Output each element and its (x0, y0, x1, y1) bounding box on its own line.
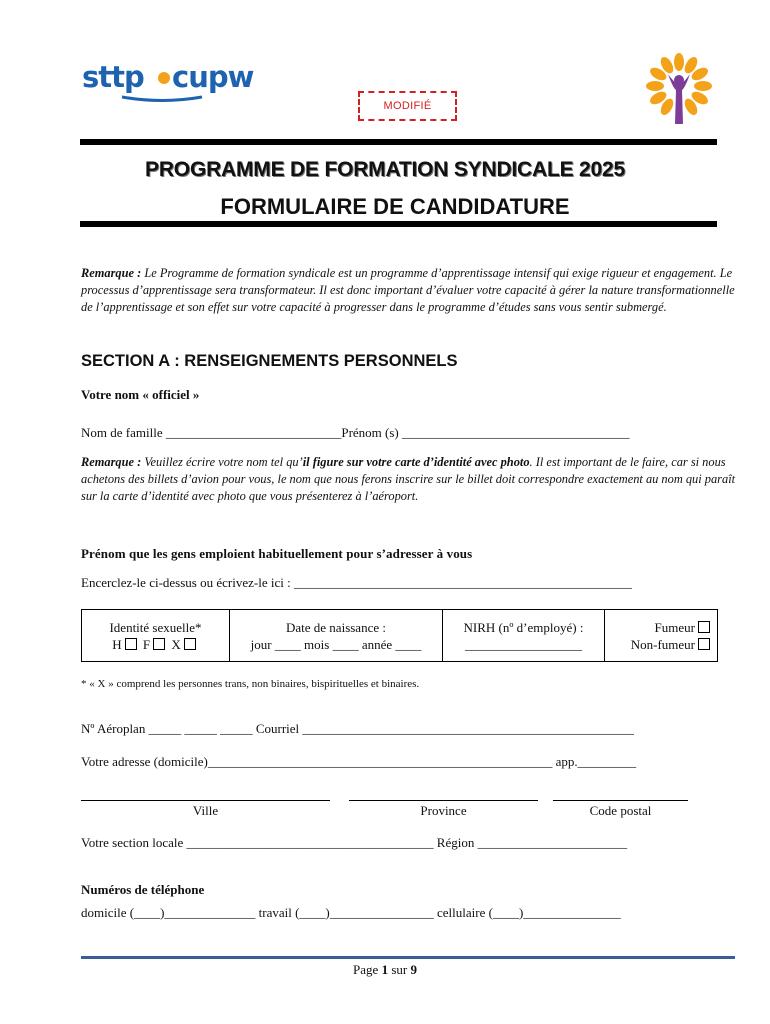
birthdate-cell (230, 610, 443, 661)
form-subtitle: FORMULAIRE DE CANDIDATURE (220, 194, 570, 219)
phone-numbers-heading: Numéros de téléphone (81, 882, 205, 897)
sttp-cupw-logo (82, 60, 267, 102)
smoker-option (605, 619, 713, 636)
name-fields[interactable]: Nom de famille ___________________________Prénom (s) ___________________________________ (81, 425, 630, 440)
home-address-field[interactable]: Votre adresse (domicile)_____________________________________________________ app._________ (81, 754, 637, 769)
phone-number-fields[interactable]: domicile (____)______________ travail (____)________________ cellulaire (____)_______________ (81, 905, 621, 920)
intro-note-label: Remarque : (81, 266, 142, 280)
page-total: 9 (410, 962, 417, 977)
section-a-heading: SECTION A : RENSEIGNEMENTS PERSONNELS (81, 352, 458, 370)
name-note-text-2: . Il est important de le faire, car si nous achetons des billets d’avion pour vous, le nom que nous ferons inscrire sur le billet doit correspondre exactement au nom qui paraît sur la carte d’identité avec photo que vous présenterez à l’aéroport. (81, 455, 736, 504)
city-line[interactable] (81, 800, 330, 801)
smoker-checkbox[interactable] (698, 621, 710, 633)
name-note-label: Remarque : (81, 455, 142, 469)
non-smoker-option (605, 636, 713, 653)
birthdate-label: Date de naissance : (286, 620, 386, 635)
page-title-text: PROGRAMME DE FORMATION SYNDICALE 2025 (145, 158, 625, 181)
title-divider (80, 221, 717, 227)
education-badge-logo (636, 38, 722, 130)
non-smoker-label: Non-fumeur (630, 637, 695, 652)
option-f-label: F (142, 637, 151, 652)
non-smoker-checkbox[interactable] (698, 638, 710, 650)
footer-divider (81, 956, 735, 959)
intro-note-text: Le Programme de formation syndicale est un programme d’apprentissage intensif qui exige rigueur et engagement. Le processus d’apprentissage sera transformateur. Il est donc important d’évaluer votre capacité à gérer la nature transformationnelle de l’apprentissage et son effet sur votre capacité à progresser dans le programme d’études sans vous sentir submergé. (81, 266, 735, 315)
postal-code-line[interactable] (553, 800, 688, 801)
gender-options (82, 636, 229, 653)
modified-stamp: MODIFIÉ (358, 91, 457, 121)
province-line[interactable] (349, 800, 538, 801)
page-current: 1 (381, 962, 389, 977)
svg-text:cupw: cupw (172, 60, 254, 94)
smoker-cell (605, 610, 717, 661)
option-x-checkbox[interactable] (184, 638, 196, 650)
name-note-text-1: Veuillez écrire votre nom tel qu’ (141, 455, 303, 469)
preferred-name-field[interactable]: Encerclez-le ci-dessus ou écrivez-le ici : ____________________________________________________ (81, 575, 632, 590)
smoker-label: Fumeur (654, 620, 695, 635)
page-number (0, 962, 770, 978)
employee-id-field[interactable]: __________________ (465, 637, 582, 652)
local-region-fields[interactable]: Votre section locale ______________________________________ Région _______________________ (81, 835, 628, 850)
page-prefix: Page (353, 962, 382, 977)
top-divider (80, 139, 717, 145)
gender-identity-cell (82, 610, 230, 661)
page-mid: sur (388, 962, 411, 977)
birthdate-fields[interactable]: jour ____ mois ____ année ____ (250, 637, 422, 652)
page-title (0, 158, 770, 182)
option-h-checkbox[interactable] (125, 638, 137, 650)
option-x-label: X (171, 637, 181, 652)
postal-code-label: Code postal (589, 803, 652, 818)
gender-footnote: * « X » comprend les personnes trans, non binaires, bispirituelles et binaires. (81, 678, 420, 690)
aeroplan-email-fields[interactable]: Nº Aéroplan _____ _____ _____ Courriel ___________________________________________________ (81, 721, 634, 736)
official-name-heading: Votre nom « officiel » (81, 387, 200, 402)
intro-note (81, 265, 737, 317)
preferred-name-heading: Prénom que les gens emploient habituellement pour s’adresser à vous (81, 546, 473, 561)
city-label: Ville (192, 803, 219, 818)
employee-id-cell (443, 610, 605, 661)
option-h-label: H (112, 637, 122, 652)
province-label: Province (420, 803, 467, 818)
name-note (81, 454, 737, 506)
gender-identity-label: Identité sexuelle* (109, 620, 202, 635)
name-note-emphasis: il figure sur votre carte d’identité avec photo (302, 455, 530, 469)
employee-id-label: NIRH (nº d’employé) : (463, 620, 584, 635)
svg-text:sttp: sttp (82, 60, 144, 94)
personal-info-table (81, 609, 718, 662)
option-f-checkbox[interactable] (153, 638, 165, 650)
